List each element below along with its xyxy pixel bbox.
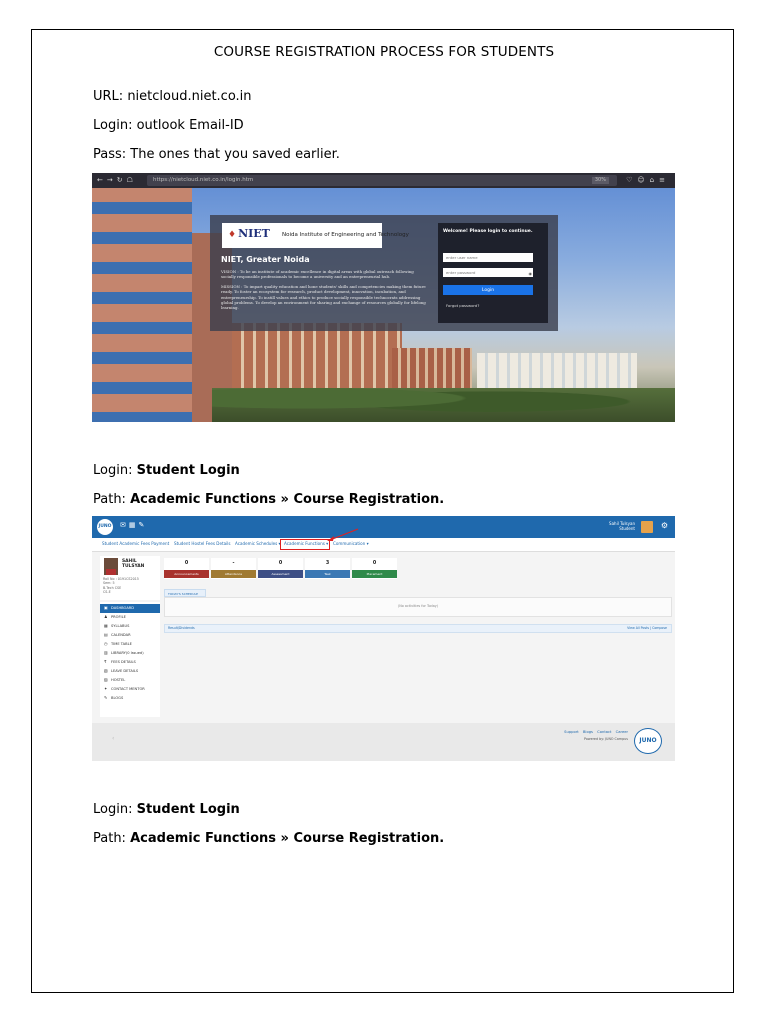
panel-heading: NIET, Greater Noida	[221, 255, 310, 264]
path-value: Academic Functions » Course Registration.	[130, 492, 445, 507]
stat-assessment[interactable]: 0 Assessment	[258, 558, 303, 579]
rupee-icon: ₹	[104, 659, 107, 664]
trees	[212, 388, 675, 422]
login2-line	[93, 463, 240, 478]
login-button[interactable]: Login	[443, 285, 533, 295]
sidebar-item-fees[interactable]: ₹ FEES DETAILS	[100, 658, 160, 667]
path2-label: Path:	[93, 831, 126, 846]
username-input[interactable]	[443, 253, 533, 262]
login-line	[93, 118, 244, 133]
sidebar-item-library[interactable]: ▥ LIBRARY(0 Issued)	[100, 649, 160, 658]
login2-label: Login:	[93, 463, 133, 478]
eye-icon[interactable]: ◉	[528, 271, 532, 276]
profile-photo	[104, 558, 118, 575]
result-links[interactable]: View All Posts | Compose	[627, 626, 667, 630]
calendar-icon: ▤	[104, 632, 108, 637]
clock-icon: ◷	[104, 641, 108, 646]
sidebar-item-hostel[interactable]: ▨ HOSTEL	[100, 676, 160, 685]
stat-announcements[interactable]: 0 Announcements	[164, 558, 209, 579]
browser-menu-icons: ♡☺⌂≡	[626, 176, 670, 184]
gear-icon[interactable]: ⚙	[660, 521, 668, 530]
browser-toolbar	[92, 173, 675, 188]
sidebar-item-calendar[interactable]: ▤ CALENDAR	[100, 631, 160, 640]
header-user	[609, 521, 635, 531]
sidebar-item-blogs[interactable]: ✎ BLOGS	[100, 694, 160, 703]
header-user-role: Student	[619, 526, 635, 531]
sidebar-item-contact-mentor[interactable]: ✦ CONTACT MENTOR	[100, 685, 160, 694]
menu-fees-payment[interactable]: Student Academic Fees Payment	[102, 541, 170, 546]
sidebar-item-dashboard[interactable]: ▣ DASHBOARD	[100, 604, 160, 613]
building-icon: ▨	[104, 677, 108, 682]
url-label: URL:	[93, 89, 124, 104]
red-arrow-icon	[324, 527, 360, 543]
stat-placement[interactable]: 0 Placement	[352, 558, 397, 579]
sidebar-item-profile[interactable]: ♟ PROFILE	[100, 613, 160, 622]
result-bar	[164, 624, 672, 633]
login-label: Login:	[93, 118, 133, 133]
shield-icon: ♦	[228, 230, 237, 240]
browser-url: https://nietcloud.niet.co.in/login.htm	[153, 177, 254, 183]
dashboard-header	[92, 516, 675, 538]
url-value: nietcloud.niet.co.in	[127, 89, 252, 104]
password-input[interactable]	[443, 268, 533, 277]
institute-name: Noida Institute of Engineering and Technology	[282, 232, 409, 238]
header-user-name: Sahil Tulsyan	[609, 521, 635, 526]
menu-communication[interactable]: Communication ▾	[333, 541, 369, 546]
library-icon: ▥	[104, 650, 108, 655]
menu-academic-functions[interactable]: Academic Functions ▾	[284, 541, 329, 546]
login-page-screenshot	[92, 173, 675, 422]
dashboard-footer	[92, 723, 675, 761]
niet-logo-card	[222, 223, 409, 248]
mentor-icon: ✦	[104, 686, 108, 691]
result-label[interactable]: Result/Dividends	[168, 626, 195, 630]
path2-line	[93, 831, 444, 846]
sidebar-nav	[100, 602, 160, 717]
dashboard-screenshot	[92, 516, 675, 761]
stat-task[interactable]: 3 Task	[305, 558, 350, 579]
panel-text	[221, 269, 426, 315]
path2-value: Academic Functions » Course Registration.	[130, 831, 445, 846]
pass-line	[93, 147, 340, 162]
login3-line	[93, 802, 240, 817]
welcome-text: Welcome! Please login to continue.	[443, 229, 533, 234]
menu-hostel-fees[interactable]: Student Hostel Fees Details	[174, 541, 231, 546]
document-icon: ▧	[104, 668, 108, 673]
profile-name: SAHIL TULSYAN	[122, 559, 145, 569]
login2-value: Student Login	[136, 463, 240, 478]
login3-value: Student Login	[136, 802, 240, 817]
pass-label: Pass:	[93, 147, 127, 162]
tab-todays-schedule[interactable]: TODAY'S SCHEDULE	[164, 589, 206, 597]
zoom-badge: 30%	[592, 177, 609, 184]
header-icons[interactable]: ✉▦✎	[120, 521, 148, 529]
login-value: outlook Email-ID	[136, 118, 244, 133]
forgot-password-link[interactable]: Forgot password?	[446, 303, 480, 308]
user-icon: ♟	[104, 614, 108, 619]
mission-text: MISSION : To impart quality education and hone students' skills and competencies making them future ready. To foster an ecosystem for research, product development, innovation, incubation, and entrepreneurship. To instill values and ethics to produce socially responsible technocrats addressing global problems. To develop an environment for sharing and exchange of resources globally for lifelong learning.	[221, 283, 426, 311]
dashboard-icon: ▣	[104, 605, 108, 610]
profile-card	[100, 556, 160, 600]
menu-academic-schedules[interactable]: Academic Schedules ▾	[235, 541, 281, 546]
path-line	[93, 492, 444, 507]
schedule-empty-text: (No activities for Today)	[397, 604, 439, 608]
sidebar-item-leave[interactable]: ▧ LEAVE DETAILS	[100, 667, 160, 676]
url-line	[93, 89, 252, 104]
sidebar-item-syllabus[interactable]: ▦ SYLLABUS	[100, 622, 160, 631]
chevron-left-icon: ‹	[112, 735, 115, 742]
browser-nav-icons: ←→↻☖	[97, 176, 137, 184]
juno-badge: JUNO	[634, 728, 662, 754]
book-icon: ▦	[104, 623, 108, 628]
building-left	[92, 188, 192, 422]
browser-url-bar	[147, 175, 617, 186]
stat-attendance[interactable]: - Attendance	[211, 558, 256, 579]
pass-value: The ones that you saved earlier.	[130, 147, 340, 162]
login3-label: Login:	[93, 802, 133, 817]
dashboard-menu	[92, 538, 675, 552]
niet-logo: ♦ NIET	[228, 227, 270, 240]
pen-icon: ✎	[104, 695, 108, 700]
schedule-panel	[164, 597, 672, 617]
login-panel	[210, 215, 558, 331]
vision-text: VISION : To be an institute of academic excellence in digital areas with global outreach following socially responsible professionals to become a university and an entrepreneurial hub.	[221, 269, 414, 280]
signin-box	[438, 223, 548, 323]
highlight-box	[280, 539, 330, 550]
footer-links[interactable]: Support Blogs Contact Career	[564, 730, 628, 734]
path-label: Path:	[93, 492, 126, 507]
juno-logo[interactable]: JUNO	[97, 519, 113, 535]
building-right	[477, 353, 637, 393]
document-title: COURSE REGISTRATION PROCESS FOR STUDENTS	[213, 44, 555, 60]
profile-meta: Roll No : 0191CS2015 Sem: 5 B.Tech CSE CS-E	[103, 577, 139, 595]
sidebar-item-timetable[interactable]: ◷ TIME TABLE	[100, 640, 160, 649]
avatar[interactable]	[641, 521, 653, 533]
footer-powered: Powered by: JUNO Campus	[584, 737, 628, 741]
